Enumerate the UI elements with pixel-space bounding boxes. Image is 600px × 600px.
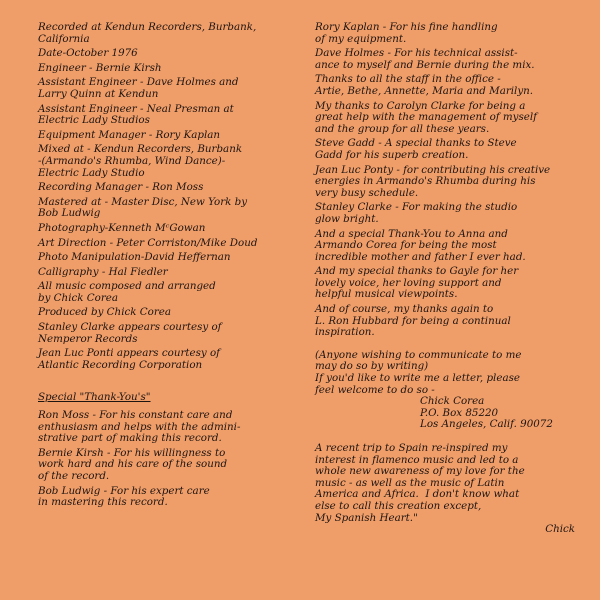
credit-entry: [38, 104, 308, 127]
left-column: [38, 22, 308, 512]
thanks-entry: [315, 22, 583, 45]
spacer: [38, 374, 308, 392]
credit-entry-line: Bob Ludwig: [38, 207, 101, 220]
closing-line: music - as well as the music of Latin: [315, 476, 505, 489]
thanks-entry-line: My thanks to Carolyn Clarke for being a: [315, 99, 526, 112]
thanks-entry: [315, 229, 583, 264]
right-column: [315, 22, 583, 536]
thanks-entry: [315, 266, 583, 301]
credit-entry-line: Assistant Engineer - Dave Holmes and: [38, 76, 239, 89]
thanks-entry-line: work hard and his care of the sound: [38, 458, 228, 471]
address-line: Los Angeles, Calif. 90072: [420, 418, 553, 431]
credit-entry: [38, 144, 308, 179]
thanks-entry: [38, 410, 308, 445]
credit-entry: [38, 48, 308, 60]
closing-line: A recent trip to Spain re-inspired my: [315, 442, 508, 454]
credit-entry-line: Mastered at - Master Disc, New York by: [38, 195, 248, 208]
thanks-entry-line: glow bright.: [315, 212, 379, 225]
credit-entry: [38, 348, 308, 371]
thanks-entry: [315, 165, 583, 200]
credit-entry: [38, 22, 308, 45]
address-line: P.O. Box 85220: [420, 406, 499, 419]
thanks-entry-line: Dave Holmes - For his technical assist-: [315, 47, 518, 60]
thanks-entry-line: Bob Ludwig - For his expert care: [38, 484, 210, 497]
thanks-entry-line: L. Ron Hubbard for being a continual: [315, 314, 511, 327]
closing-line: America and Africa. I don't know what: [315, 488, 520, 501]
credit-entry: [38, 77, 308, 100]
credit-entry: [38, 238, 308, 250]
thanks-entry-line: Armando Corea for being the most: [315, 239, 497, 252]
thanks-entry-line: And my special thanks to Gayle for her: [315, 265, 519, 278]
credit-entry-line: Photo Manipulation-David Heffernan: [38, 251, 231, 264]
thanks-entry-line: And of course, my thanks again to: [315, 303, 494, 316]
credit-entry-line: Mixed at - Kendun Recorders, Burbank: [38, 143, 243, 156]
address-line: Chick Corea: [420, 395, 485, 408]
thanks-entry-line: And a special Thank-You to Anna and: [315, 227, 508, 240]
contact-note: [315, 350, 583, 373]
mailing-address: [315, 396, 583, 431]
thanks-entry-line: in mastering this record.: [38, 496, 168, 509]
credit-entry: [38, 182, 308, 194]
thanks-entry-line: strative part of making this record.: [38, 432, 222, 445]
thanks-entry: [38, 486, 308, 509]
closing-line: else to call this creation except,: [315, 499, 482, 512]
credit-entry: [38, 267, 308, 279]
thanks-entry-line: incredible mother and father I ever had.: [315, 250, 526, 263]
credit-entry-line: All music composed and arranged: [38, 280, 216, 293]
thanks-entry-line: Gadd for his superb creation.: [315, 148, 469, 161]
thanks-entry-line: energies in Armando's Rhumba during his: [315, 175, 536, 188]
credit-entry-line: Electric Lady Studios: [38, 114, 150, 127]
thanks-entry-line: and the group for all these years.: [315, 122, 490, 135]
thanks-entry-line: Thanks to all the staff in the office -: [315, 73, 501, 86]
thanks-heading: Special "Thank-You's": [38, 391, 151, 404]
closing-line: whole new awareness of my love for the: [315, 465, 525, 478]
credit-entry-line: Nemperor Records: [38, 332, 138, 345]
credits-list: [38, 22, 308, 371]
credit-entry-line: Date-October 1976: [38, 47, 138, 60]
credit-entry: [38, 63, 308, 75]
credit-entry-line: Larry Quinn at Kendun: [38, 87, 159, 100]
thanks-entry-line: Artie, Bethe, Annette, Maria and Marilyn.: [315, 84, 534, 97]
thanks-entry-line: Ron Moss - For his constant care and: [38, 409, 233, 422]
credit-entry-line: by Chick Corea: [38, 291, 118, 304]
credit-entry-line: Assistant Engineer - Neal Presman at: [38, 102, 234, 115]
thanks-entry-line: Jean Luc Ponty - for contributing his creative: [315, 163, 551, 176]
credit-entry: [38, 322, 308, 345]
credit-entry-line: Jean Luc Ponti appears courtesy of: [38, 347, 220, 360]
thanks-entry: [315, 101, 583, 136]
letter-invite: [315, 373, 583, 396]
thanks-entry: [315, 74, 583, 97]
contact-note-line: (Anyone wishing to communicate to me: [315, 348, 522, 361]
thanks-entry-line: enthusiasm and helps with the admini-: [38, 420, 241, 433]
letter-line: If you'd like to write me a letter, please: [315, 372, 520, 385]
signature: Chick: [545, 523, 575, 536]
closing-line: interest in flamenco music and led to a: [315, 453, 519, 466]
credit-entry: [38, 281, 308, 304]
thanks-entry: [315, 48, 583, 71]
thanks-entry-line: of the record.: [38, 470, 110, 482]
thanks-entry-line: great help with the management of myself: [315, 111, 537, 124]
thanks-entry-line: Stanley Clarke - For making the studio: [315, 201, 518, 214]
credit-entry-line: Art Direction - Peter Corriston/Mike Doud: [38, 236, 258, 249]
credit-entry-line: -(Armando's Rhumba, Wind Dance)-: [38, 154, 226, 167]
thanks-list-left: [38, 410, 308, 509]
credit-entry-line: Recording Manager - Ron Moss: [38, 181, 204, 194]
thanks-entry-line: ance to myself and Bernie during the mix.: [315, 58, 535, 71]
closing-line: My Spanish Heart.": [315, 511, 418, 524]
credit-entry-line: Electric Lady Studio: [38, 166, 145, 179]
credit-entry: [38, 223, 308, 235]
thanks-entry-line: Steve Gadd - A special thanks to Steve: [315, 137, 517, 150]
credit-entry: [38, 307, 308, 319]
letter-line: feel welcome to do so -: [315, 383, 435, 396]
thanks-entry-line: of my equipment.: [315, 32, 407, 45]
thanks-entry-line: very busy schedule.: [315, 186, 419, 199]
credit-entry: [38, 252, 308, 264]
thanks-entry-line: helpful musical viewpoints.: [315, 288, 458, 301]
thanks-entry: [315, 304, 583, 339]
credit-entry-line: Produced by Chick Corea: [38, 306, 171, 319]
credit-entry-line: Equipment Manager - Rory Kaplan: [38, 128, 221, 141]
thanks-entry: [38, 448, 308, 483]
thanks-entry-line: lovely voice, her loving support and: [315, 276, 502, 289]
thanks-entry: [315, 202, 583, 225]
thanks-entry: [315, 138, 583, 161]
closing-paragraph: [315, 443, 583, 524]
credit-entry: [38, 130, 308, 142]
credit-entry-line: Photography-Kenneth MᶜGowan: [38, 221, 206, 234]
credit-entry-line: Engineer - Bernie Kirsh: [38, 61, 162, 74]
credit-entry-line: Calligraphy - Hal Fiedler: [38, 265, 168, 278]
credit-entry-line: Stanley Clarke appears courtesy of: [38, 321, 222, 334]
thanks-entry-line: Rory Kaplan - For his fine handling: [315, 21, 498, 33]
credit-entry: [38, 197, 308, 220]
thanks-entry-line: inspiration.: [315, 326, 375, 339]
thanks-entry-line: Bernie Kirsh - For his willingness to: [38, 446, 226, 459]
contact-note-line: may do so by writing): [315, 360, 429, 373]
credit-entry-line: Atlantic Recording Corporation: [38, 358, 203, 371]
credit-entry-line: California: [38, 32, 90, 45]
thanks-list-right: [315, 22, 583, 339]
credit-entry-line: Recorded at Kendun Recorders, Burbank,: [38, 21, 257, 33]
